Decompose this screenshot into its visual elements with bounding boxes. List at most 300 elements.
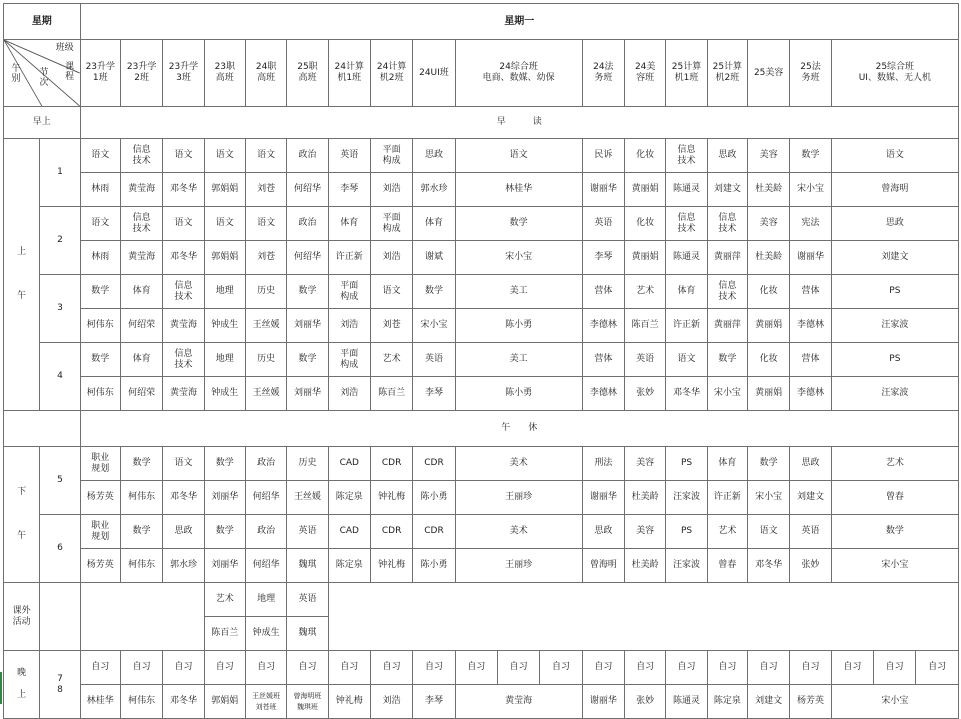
diag-period-label: 节次 [39, 68, 49, 88]
teacher-cell: 王丝媛 [245, 377, 286, 411]
teacher-cell: 黄莹海 [120, 241, 162, 275]
period-number: 4 [40, 343, 80, 411]
evening-teacher-cell: 宋小宝 [831, 685, 958, 719]
teacher-cell: 林桂华 [455, 173, 582, 207]
teacher-cell: 宋小宝 [707, 377, 747, 411]
course-cell: 英语 [625, 343, 666, 377]
teacher-cell: 陈定泉 [328, 481, 370, 515]
course-cell: 地理 [204, 275, 245, 309]
evening-teacher-cell: 林桂华 [80, 685, 120, 719]
course-cell: 美容 [625, 515, 666, 549]
evening-course-cell: 自习 [163, 651, 204, 685]
teacher-cell: 陈小勇 [413, 481, 455, 515]
course-cell: 地理 [204, 343, 245, 377]
course-cell: CDR [370, 447, 412, 481]
teacher-cell: 杨芳英 [80, 481, 120, 515]
teacher-cell: 陈定泉 [328, 549, 370, 583]
class-header: 24综合班 电商、数媒、幼保 [455, 40, 582, 107]
class-header: 23升学 3班 [163, 40, 204, 107]
teacher-cell: 郭水珍 [413, 173, 455, 207]
course-cell: 政治 [245, 515, 286, 549]
course-cell: CDR [413, 515, 455, 549]
course-cell: 数学 [287, 275, 328, 309]
header-row-classes [4, 40, 959, 107]
teacher-cell: 邓冬华 [666, 377, 707, 411]
course-cell: 体育 [120, 275, 162, 309]
course-cell: 美术 [455, 447, 582, 481]
evening-teacher-cell: 杨芳英 [790, 685, 831, 719]
course-cell: 平面 构成 [328, 343, 370, 377]
course-cell: 数学 [287, 343, 328, 377]
teacher-cell: 杜美龄 [625, 481, 666, 515]
course-cell: 英语 [328, 139, 370, 173]
course-cell: 数学 [204, 515, 245, 549]
teacher-row [4, 173, 959, 207]
course-cell: 历史 [245, 275, 286, 309]
evening-course-cell: 自习 [455, 651, 497, 685]
course-cell: 数学 [204, 447, 245, 481]
period-number: 6 [40, 515, 80, 583]
course-cell: 信息 技术 [707, 207, 747, 241]
teacher-cell: 王丽珍 [455, 549, 582, 583]
teacher-row [4, 549, 959, 583]
extra-empty [40, 583, 80, 651]
teacher-cell: 陈小勇 [455, 309, 582, 343]
course-cell: 职业 规划 [80, 515, 120, 549]
teacher-cell: 李琴 [413, 377, 455, 411]
diagonal-header-cell [4, 40, 81, 107]
evening-course-cell: 自习 [245, 651, 286, 685]
evening-course-cell: 自习 [748, 651, 790, 685]
extra-teacher-cell: 魏琪 [287, 617, 328, 651]
evening-teacher-cell: 谢丽华 [582, 685, 624, 719]
course-cell: CDR [370, 515, 412, 549]
diag-part-label: 午别 [11, 64, 21, 84]
diag-class-label: 班级 [55, 43, 74, 53]
course-cell: 平面 构成 [328, 275, 370, 309]
teacher-row [4, 241, 959, 275]
evening-course-cell: 自习 [540, 651, 582, 685]
course-cell: 体育 [120, 343, 162, 377]
teacher-cell: 陈小勇 [413, 549, 455, 583]
course-cell: 语文 [204, 139, 245, 173]
course-cell: 营体 [790, 275, 831, 309]
teacher-row [4, 481, 959, 515]
teacher-cell: 何绍华 [287, 173, 328, 207]
course-cell: 平面 构成 [370, 207, 412, 241]
teacher-cell: 柯伟东 [120, 549, 162, 583]
course-cell: 平面 构成 [370, 139, 412, 173]
extra-label: 课外 活动 [4, 583, 40, 651]
teacher-cell: 杜美龄 [748, 241, 790, 275]
teacher-cell: 汪家波 [666, 549, 707, 583]
course-cell: 信息 技术 [120, 139, 162, 173]
row-selection-marker [0, 672, 2, 704]
extra-course-cell: 艺术 [204, 583, 245, 617]
teacher-cell: 许正新 [328, 241, 370, 275]
teacher-cell: 何绍华 [245, 481, 286, 515]
teacher-cell: 许正新 [666, 309, 707, 343]
course-cell: 语文 [370, 275, 412, 309]
course-cell: 体育 [707, 447, 747, 481]
extra-course-cell: 地理 [245, 583, 286, 617]
course-cell: 政治 [245, 447, 286, 481]
course-cell: 英语 [582, 207, 624, 241]
course-cell: 数学 [831, 515, 958, 549]
course-cell: 美容 [748, 207, 790, 241]
evening-course-cell: 自习 [666, 651, 707, 685]
class-header: 23职 高班 [204, 40, 245, 107]
evening-course-cell: 自习 [874, 651, 916, 685]
morning-row-label: 早上 [4, 107, 81, 139]
course-cell: CDR [413, 447, 455, 481]
teacher-cell: 刘浩 [328, 309, 370, 343]
teacher-cell: 钟礼梅 [370, 481, 412, 515]
teacher-cell: 李德林 [582, 309, 624, 343]
teacher-cell: 陈通灵 [666, 173, 707, 207]
teacher-row [4, 377, 959, 411]
course-cell: 体育 [666, 275, 707, 309]
course-cell: 语文 [204, 207, 245, 241]
evening-teacher-cell: 柯伟东 [120, 685, 162, 719]
evening-period: 7 8 [40, 651, 80, 719]
teacher-cell: 钟礼梅 [370, 549, 412, 583]
course-cell: 化妆 [625, 139, 666, 173]
teacher-cell: 李琴 [328, 173, 370, 207]
class-header: 25职 高班 [287, 40, 328, 107]
teacher-cell: 刘丽华 [287, 309, 328, 343]
teacher-cell: 宋小宝 [413, 309, 455, 343]
teacher-cell: 黄丽萍 [707, 241, 747, 275]
course-cell: 艺术 [707, 515, 747, 549]
evening-teacher-cell: 黄莹海 [455, 685, 582, 719]
evening-course-cell: 自习 [831, 651, 873, 685]
class-header: 25综合班 UI、数媒、无人机 [831, 40, 958, 107]
teacher-cell: 宋小宝 [831, 549, 958, 583]
noon-break: 午 休 [80, 411, 958, 447]
teacher-cell: 陈通灵 [666, 241, 707, 275]
evening-course-cell: 自习 [916, 651, 959, 685]
class-header: 24法 务班 [582, 40, 624, 107]
teacher-cell: 张妙 [625, 377, 666, 411]
evening-course-cell: 自习 [707, 651, 747, 685]
teacher-cell: 钟成生 [204, 309, 245, 343]
course-cell: 美工 [455, 343, 582, 377]
teacher-cell: 黄丽萍 [707, 309, 747, 343]
course-cell: 职业 规划 [80, 447, 120, 481]
course-cell: 数学 [707, 343, 747, 377]
period-number: 2 [40, 207, 80, 275]
class-header: 24美 容班 [625, 40, 666, 107]
course-cell: 信息 技术 [163, 343, 204, 377]
teacher-cell: 郭娟娟 [204, 241, 245, 275]
teacher-cell: 谢丽华 [790, 241, 831, 275]
period-number: 3 [40, 275, 80, 343]
course-cell: 语文 [80, 139, 120, 173]
teacher-cell: 杨芳英 [80, 549, 120, 583]
course-cell: 数学 [455, 207, 582, 241]
am-label: 上 午 [4, 139, 40, 411]
teacher-cell: 刘苍 [245, 173, 286, 207]
period-number: 1 [40, 139, 80, 207]
course-cell: 化妆 [625, 207, 666, 241]
class-header: 24UI班 [413, 40, 455, 107]
evening-teacher-cell: 刘建文 [748, 685, 790, 719]
course-cell: 英语 [790, 515, 831, 549]
teacher-cell: 何绍荣 [120, 309, 162, 343]
course-cell: 美容 [748, 139, 790, 173]
period-number: 5 [40, 447, 80, 515]
teacher-cell: 曾春 [831, 481, 958, 515]
evening-course-cell: 自习 [80, 651, 120, 685]
course-cell: 语文 [163, 207, 204, 241]
class-header: 25计算 机2班 [707, 40, 747, 107]
teacher-cell: 邓冬华 [748, 549, 790, 583]
morning-reading: 早 读 [80, 107, 958, 139]
extra-teacher-cell: 钟成生 [245, 617, 286, 651]
course-cell: 数学 [80, 275, 120, 309]
course-cell: 思政 [413, 139, 455, 173]
teacher-cell: 宋小宝 [790, 173, 831, 207]
extra-course-cell: 英语 [287, 583, 328, 617]
teacher-cell: 陈百兰 [625, 309, 666, 343]
course-cell: 美容 [625, 447, 666, 481]
evening-course-cell: 自习 [413, 651, 455, 685]
course-cell: 信息 技术 [120, 207, 162, 241]
evening-teacher-cell: 陈定泉 [707, 685, 747, 719]
teacher-cell: 刘建文 [790, 481, 831, 515]
teacher-cell: 何绍荣 [120, 377, 162, 411]
evening-course-cell: 自习 [120, 651, 162, 685]
teacher-cell: 曾海明 [582, 549, 624, 583]
teacher-cell: 黄莹海 [120, 173, 162, 207]
teacher-cell: 郭水珍 [163, 549, 204, 583]
course-cell: 思政 [790, 447, 831, 481]
teacher-cell: 何绍华 [287, 241, 328, 275]
teacher-cell: 刘苍 [370, 309, 412, 343]
course-cell: 宪法 [790, 207, 831, 241]
teacher-cell: 魏琪 [287, 549, 328, 583]
course-cell: 语文 [748, 515, 790, 549]
course-cell: 语文 [163, 447, 204, 481]
teacher-cell: 曾海明 [831, 173, 958, 207]
teacher-cell: 柯伟东 [80, 309, 120, 343]
course-cell: 语文 [666, 343, 707, 377]
course-cell: 语文 [245, 139, 286, 173]
evening-course-cell: 自习 [582, 651, 624, 685]
extra-teacher-cell: 陈百兰 [204, 617, 245, 651]
course-cell: PS [666, 447, 707, 481]
teacher-cell: 宋小宝 [748, 481, 790, 515]
course-cell: 艺术 [625, 275, 666, 309]
teacher-cell: 刘建文 [831, 241, 958, 275]
course-row [4, 343, 959, 377]
course-cell: PS [666, 515, 707, 549]
course-cell: 数学 [413, 275, 455, 309]
course-cell: 美工 [455, 275, 582, 309]
course-cell: 语文 [831, 139, 958, 173]
course-cell: 营体 [582, 343, 624, 377]
course-row [4, 139, 959, 173]
evening-teacher-cell: 郭娟娟 [204, 685, 245, 719]
evening-course-cell: 自习 [370, 651, 412, 685]
teacher-cell: 刘丽华 [204, 549, 245, 583]
teacher-cell: 郭娟娟 [204, 173, 245, 207]
course-cell: PS [831, 275, 958, 309]
teacher-cell: 黄丽娟 [625, 173, 666, 207]
course-row [4, 207, 959, 241]
course-cell: 思政 [582, 515, 624, 549]
teacher-cell: 陈百兰 [370, 377, 412, 411]
evening-course-cell: 自习 [328, 651, 370, 685]
noon-break-label-empty [4, 411, 81, 447]
teacher-cell: 张妙 [790, 549, 831, 583]
course-cell: 刑法 [582, 447, 624, 481]
course-cell: 体育 [328, 207, 370, 241]
morning-reading-row [4, 107, 959, 139]
course-cell: 化妆 [748, 343, 790, 377]
course-cell: 政治 [287, 207, 328, 241]
teacher-cell: 宋小宝 [455, 241, 582, 275]
diag-course-label: 课程 [65, 62, 75, 82]
teacher-cell: 谢丽华 [582, 481, 624, 515]
course-cell: 艺术 [370, 343, 412, 377]
evening-teacher-cell: 钟礼梅 [328, 685, 370, 719]
course-cell: 数学 [120, 515, 162, 549]
day-title: 星期一 [80, 4, 958, 40]
teacher-cell: 刘浩 [370, 241, 412, 275]
evening-teacher-row [4, 685, 959, 719]
course-cell: 英语 [413, 343, 455, 377]
teacher-cell: 黄莹海 [163, 377, 204, 411]
teacher-cell: 刘浩 [328, 377, 370, 411]
extra-empty [80, 583, 204, 651]
class-header: 23升学 2班 [120, 40, 162, 107]
teacher-cell: 汪家波 [831, 377, 958, 411]
evening-label: 晚 上 [4, 651, 40, 719]
teacher-cell: 邓冬华 [163, 241, 204, 275]
teacher-cell: 黄丽娟 [748, 309, 790, 343]
evening-course-cell: 自习 [625, 651, 666, 685]
teacher-cell: 刘浩 [370, 173, 412, 207]
course-cell: 民诉 [582, 139, 624, 173]
teacher-cell: 刘丽华 [204, 481, 245, 515]
course-row [4, 275, 959, 309]
class-header: 25计算 机1班 [666, 40, 707, 107]
pm-label: 下 午 [4, 447, 40, 583]
course-cell: 美术 [455, 515, 582, 549]
week-label: 星期 [4, 4, 81, 40]
class-header: 25美容 [748, 40, 790, 107]
teacher-cell: 柯伟东 [80, 377, 120, 411]
course-cell: 艺术 [831, 447, 958, 481]
course-cell: 历史 [245, 343, 286, 377]
teacher-cell: 杜美龄 [625, 549, 666, 583]
course-cell: 英语 [287, 515, 328, 549]
course-cell: 数学 [748, 447, 790, 481]
course-cell: 数学 [80, 343, 120, 377]
teacher-cell: 黄莹海 [163, 309, 204, 343]
evening-teacher-cell: 邓冬华 [163, 685, 204, 719]
evening-course-cell: 自习 [497, 651, 539, 685]
evening-course-cell: 自习 [287, 651, 328, 685]
teacher-cell: 刘苍 [245, 241, 286, 275]
teacher-cell: 黄丽娟 [748, 377, 790, 411]
teacher-cell: 李琴 [582, 241, 624, 275]
course-cell: PS [831, 343, 958, 377]
teacher-cell: 林雨 [80, 173, 120, 207]
course-cell: 信息 技术 [163, 275, 204, 309]
teacher-cell: 汪家波 [666, 481, 707, 515]
teacher-cell: 许正新 [707, 481, 747, 515]
course-cell: 语文 [455, 139, 582, 173]
course-row [4, 447, 959, 481]
teacher-cell: 陈小勇 [455, 377, 582, 411]
course-cell: 思政 [707, 139, 747, 173]
teacher-cell: 谢斌 [413, 241, 455, 275]
teacher-cell: 邓冬华 [163, 481, 204, 515]
class-header: 24计算 机2班 [370, 40, 412, 107]
course-cell: 语文 [245, 207, 286, 241]
course-cell: 信息 技术 [666, 207, 707, 241]
teacher-cell: 谢丽华 [582, 173, 624, 207]
evening-teacher-cell: 王丝媛班 刘苍班 [245, 685, 286, 719]
extra-empty [328, 583, 958, 651]
teacher-cell: 李德林 [790, 309, 831, 343]
evening-teacher-cell: 陈通灵 [666, 685, 707, 719]
teacher-cell: 刘建文 [707, 173, 747, 207]
course-cell: CAD [328, 515, 370, 549]
teacher-cell: 王丝媛 [245, 309, 286, 343]
teacher-cell: 林雨 [80, 241, 120, 275]
teacher-cell: 杜美龄 [748, 173, 790, 207]
extra-activity-row [4, 583, 959, 617]
course-cell: 历史 [287, 447, 328, 481]
class-header: 24职 高班 [245, 40, 286, 107]
course-cell: 数学 [790, 139, 831, 173]
class-header: 23升学 1班 [80, 40, 120, 107]
course-cell: 信息 技术 [666, 139, 707, 173]
teacher-row [4, 309, 959, 343]
class-header: 24计算 机1班 [328, 40, 370, 107]
teacher-cell: 王丽珍 [455, 481, 582, 515]
teacher-cell: 李德林 [790, 377, 831, 411]
course-cell: 思政 [163, 515, 204, 549]
teacher-cell: 李德林 [582, 377, 624, 411]
evening-teacher-cell: 刘浩 [370, 685, 412, 719]
course-cell: 数学 [120, 447, 162, 481]
evening-course-cell: 自习 [790, 651, 831, 685]
evening-teacher-cell: 李琴 [413, 685, 455, 719]
noon-break-row [4, 411, 959, 447]
teacher-cell: 邓冬华 [163, 173, 204, 207]
evening-course-cell: 自习 [204, 651, 245, 685]
teacher-cell: 何绍华 [245, 549, 286, 583]
teacher-cell: 黄丽娟 [625, 241, 666, 275]
course-cell: 营体 [582, 275, 624, 309]
teacher-cell: 曾春 [707, 549, 747, 583]
evening-teacher-cell: 曾海明班 魏琪班 [287, 685, 328, 719]
class-header: 25法 务班 [790, 40, 831, 107]
teacher-cell: 王丝媛 [287, 481, 328, 515]
course-cell: 语文 [163, 139, 204, 173]
teacher-cell: 钟成生 [204, 377, 245, 411]
course-cell: 化妆 [748, 275, 790, 309]
teacher-cell: 刘丽华 [287, 377, 328, 411]
evening-teacher-cell: 张妙 [625, 685, 666, 719]
course-cell: 体育 [413, 207, 455, 241]
course-cell: 信息 技术 [707, 275, 747, 309]
